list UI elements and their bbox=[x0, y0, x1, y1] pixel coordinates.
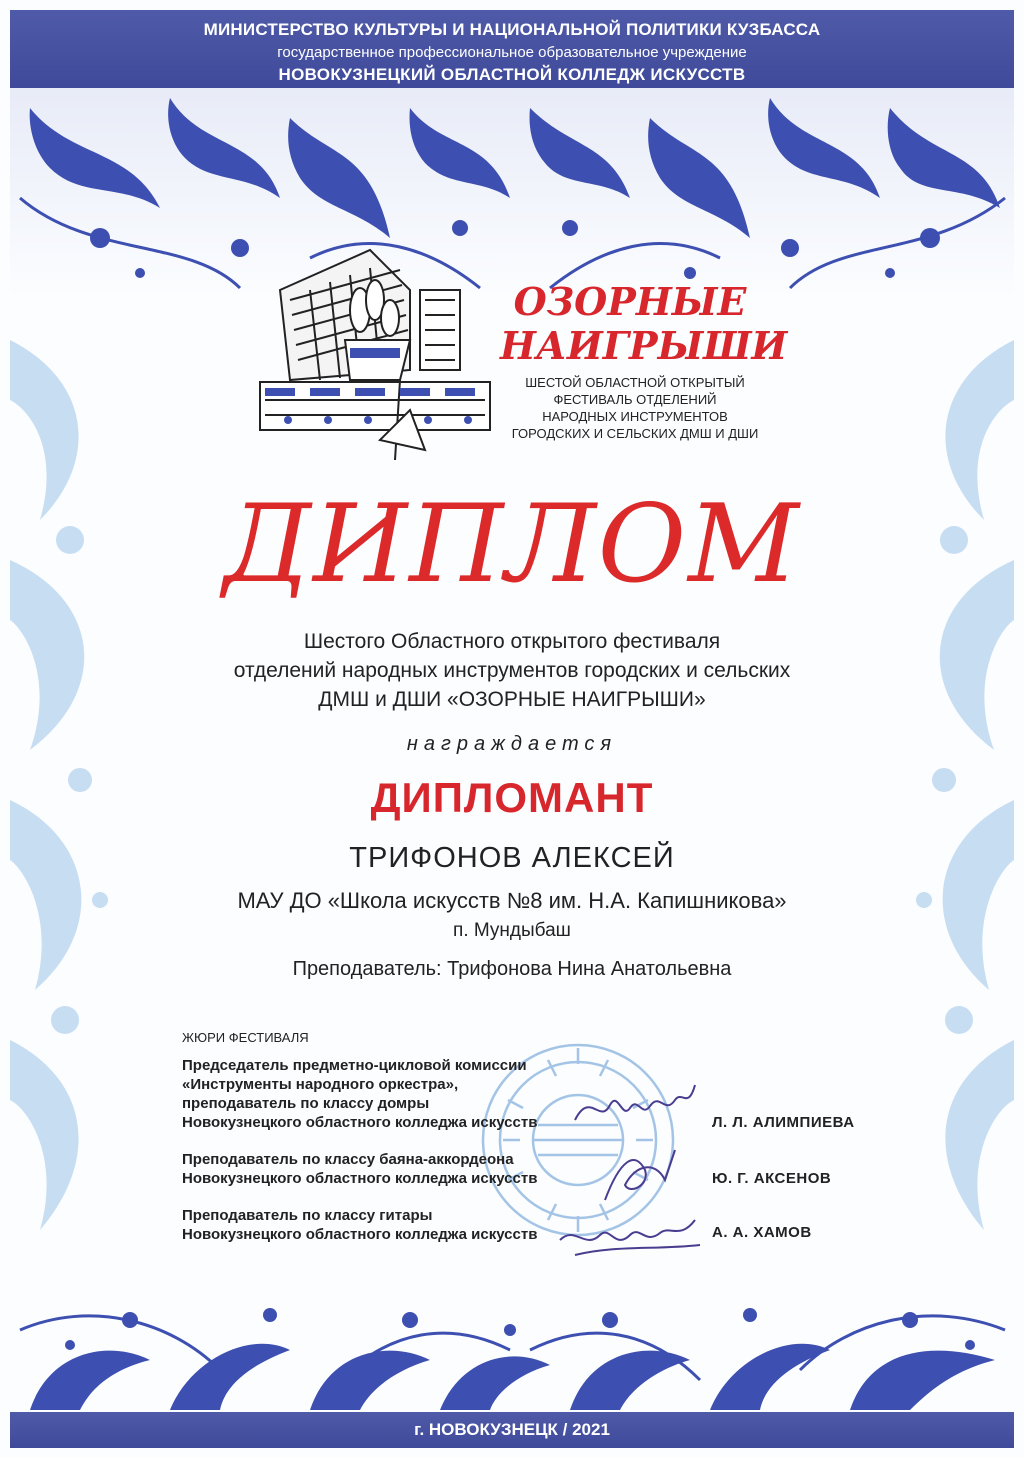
institution-type: государственное профессиональное образовательное учреждение bbox=[277, 44, 747, 61]
jury-member-position bbox=[182, 1056, 602, 1132]
jury-member-position bbox=[182, 1206, 602, 1244]
jury-position-line: Новокузнецкого областного колледжа искусств bbox=[182, 1170, 538, 1187]
festival-description-line: НАРОДНЫХ ИНСТРУМЕНТОВ bbox=[542, 409, 728, 424]
festival-logo-title bbox=[500, 279, 788, 368]
footer-band bbox=[10, 1412, 1014, 1448]
diploma-intro-line: Шестого Областного открытого фестиваля bbox=[303, 630, 721, 653]
jury-member-name: Ю. Г. АКСЕНОВ bbox=[712, 1170, 832, 1187]
diploma-title: ДИПЛОМ bbox=[223, 482, 801, 607]
festival-description-line: ШЕСТОЙ ОБЛАСТНОЙ ОТКРЫТЫЙ bbox=[525, 375, 745, 390]
recipient-school: МАУ ДО «Школа искусств №8 им. Н.А. Капишникова» bbox=[237, 888, 787, 913]
festival-logo-title-line1: ОЗОРНЫЕ bbox=[513, 279, 747, 324]
jury-member-position bbox=[182, 1150, 602, 1188]
festival-logo-illustration bbox=[250, 230, 500, 460]
diploma-intro-line: ДМШ и ДШИ «ОЗОРНЫЕ НАИГРЫШИ» bbox=[318, 688, 706, 711]
header-band bbox=[10, 10, 1014, 88]
city-year: г. НОВОКУЗНЕЦК / 2021 bbox=[414, 1420, 610, 1439]
recipient-place: п. Мундыбаш bbox=[453, 920, 571, 941]
jury-position-line: преподаватель по классу домры bbox=[182, 1095, 430, 1112]
signature-2 bbox=[595, 1140, 685, 1210]
jury-position-line: Преподаватель по классу гитары bbox=[182, 1207, 433, 1224]
recipient-teacher: Преподаватель: Трифонова Нина Анатольевна bbox=[292, 958, 732, 980]
festival-description-line: ФЕСТИВАЛЬ ОТДЕЛЕНИЙ bbox=[553, 392, 717, 407]
bottom-ornament bbox=[10, 1290, 1014, 1412]
festival-description bbox=[490, 374, 780, 442]
signature-1 bbox=[570, 1080, 700, 1140]
awarded-label: награждается bbox=[406, 733, 618, 755]
diploma-intro bbox=[0, 627, 1024, 714]
jury-position-line: Новокузнецкого областного колледжа искусств bbox=[182, 1226, 538, 1243]
diploma-intro-line: отделений народных инструментов городских и сельских bbox=[233, 659, 791, 682]
jury-member-name: А. А. ХАМОВ bbox=[712, 1224, 812, 1241]
jury-position-line: Новокузнецкого областного колледжа искусств bbox=[182, 1114, 538, 1131]
college-name: НОВОКУЗНЕЦКИЙ ОБЛАСТНОЙ КОЛЛЕДЖ ИСКУССТВ bbox=[278, 65, 746, 84]
jury-position-line: Преподаватель по классу баяна-аккордеона bbox=[182, 1151, 514, 1168]
jury-position-line: «Инструменты народного оркестра», bbox=[182, 1076, 459, 1093]
recipient-name: ТРИФОНОВ АЛЕКСЕЙ bbox=[349, 842, 675, 874]
jury-member-name: Л. Л. АЛИМПИЕВА bbox=[712, 1114, 855, 1131]
festival-description-line: ГОРОДСКИХ И СЕЛЬСКИХ ДМШ И ДШИ bbox=[511, 426, 759, 441]
ministry-name: МИНИСТЕРСТВО КУЛЬТУРЫ И НАЦИОНАЛЬНОЙ ПОЛИТИКИ КУЗБАССА bbox=[203, 20, 821, 39]
jury-title: ЖЮРИ ФЕСТИВАЛЯ bbox=[182, 1030, 309, 1045]
signature-3 bbox=[555, 1205, 705, 1265]
top-ornament bbox=[10, 88, 1014, 298]
festival-logo-title-line2: НАИГРЫШИ bbox=[500, 323, 788, 368]
award-degree: ДИПЛОМАНТ bbox=[370, 774, 654, 821]
jury-position-line: Председатель предметно-цикловой комиссии bbox=[182, 1057, 527, 1074]
